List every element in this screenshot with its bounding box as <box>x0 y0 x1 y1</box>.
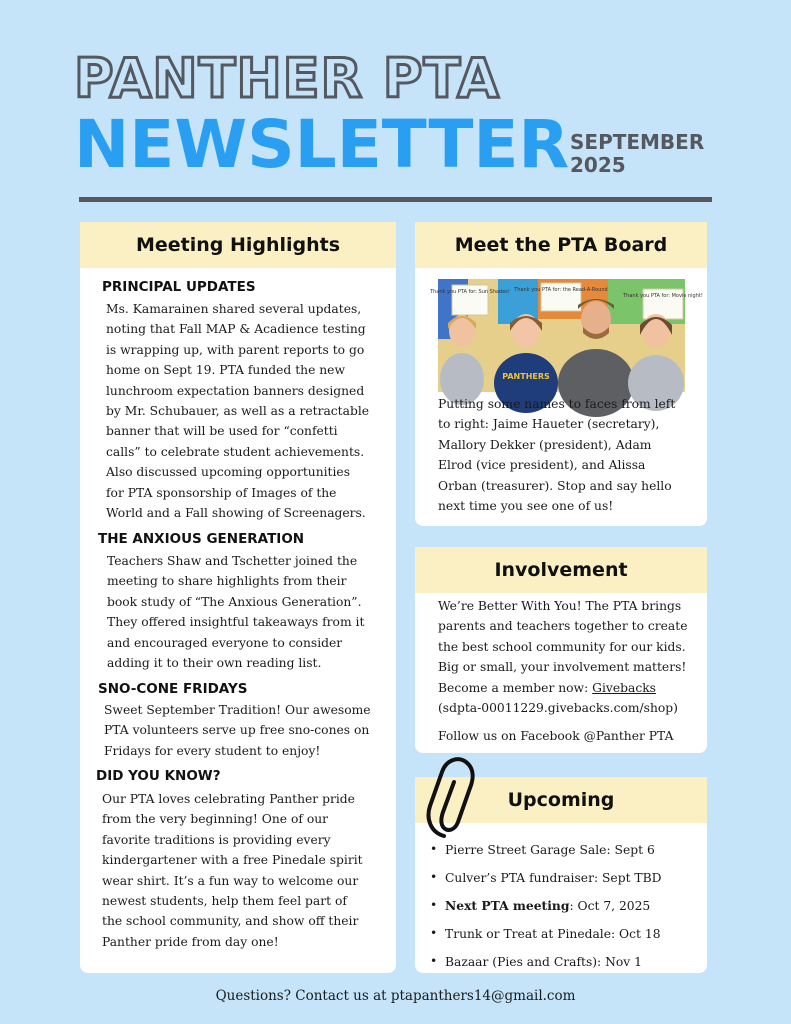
issue-date <box>570 131 704 177</box>
facebook-line: Follow us on Facebook @Panther PTA <box>438 729 674 743</box>
text-line: wear shirt. It’s a fun way to welcome our <box>102 873 359 888</box>
text-line: by Mr. Schubauer, as well as a retractable <box>106 404 370 419</box>
photo-sign-text: Thank you PTA for: the Read-A-Round <box>514 287 608 293</box>
newsletter-org-title: PANTHER PTA <box>74 47 500 110</box>
text-line: Big or small, your involvement matters! <box>438 660 687 675</box>
text-line: Panther pride from day one! <box>102 934 279 949</box>
paperclip-icon <box>418 752 484 844</box>
event-text: Trunk or Treat at Pinedale: Oct 18 <box>445 927 661 941</box>
pta-board-heading: Meet the PTA Board <box>415 222 707 268</box>
board-description <box>438 394 675 516</box>
text-line: Orban (treasurer). Stop and say hello <box>438 478 672 493</box>
text-line: Fridays for every student to enjoy! <box>104 743 321 758</box>
list-item <box>445 948 662 976</box>
pta-board-card <box>415 222 707 526</box>
section-title: SNO-CONE FRIDAYS <box>98 681 248 697</box>
event-text: Culver’s PTA fundraiser: Sept TBD <box>445 871 662 885</box>
text-line: next time you see one of us! <box>438 499 614 514</box>
event-text: Pierre Street Garage Sale: Sept 6 <box>445 843 655 857</box>
text-line: from the very beginning! One of our <box>102 812 329 827</box>
section-body <box>107 551 364 673</box>
text-line: the best school community for our kids. <box>438 639 686 654</box>
meeting-highlights-card <box>80 222 396 973</box>
section-body <box>106 299 369 523</box>
text-line: World and a Fall showing of Screenagers. <box>106 506 366 521</box>
section-body <box>104 700 371 761</box>
givebacks-link[interactable]: Givebacks <box>592 680 656 695</box>
text-line: Sweet September Tradition! Our awesome <box>104 703 371 717</box>
section-title: DID YOU KNOW? <box>96 768 221 784</box>
text-line: adding it to their own reading list. <box>107 656 322 671</box>
text-line: banner that will be used for “confetti <box>106 424 338 439</box>
text-line: the school community, and show off their <box>102 914 359 929</box>
issue-month: SEPTEMBER <box>570 130 705 154</box>
event-bold: Next PTA meeting <box>445 898 570 913</box>
text-line: meeting to share highlights from their <box>107 574 347 589</box>
text-line: calls” to celebrate student achievements. <box>106 444 365 459</box>
text-line: is wrapping up, with parent reports to go <box>106 342 365 357</box>
givebacks-url: (sdpta-00011229.givebacks.com/shop) <box>438 701 678 716</box>
involvement-card <box>415 547 707 753</box>
text-line: kindergartener with a free Pinedale spirit <box>102 853 363 868</box>
board-photo-illustration <box>430 279 703 392</box>
photo-sign-text: Thank you PTA for: Sun Shades! <box>430 289 510 295</box>
text-line: for PTA sponsorship of Images of the <box>106 485 337 500</box>
text-line: home on Sept 19. PTA funded the new <box>106 363 345 378</box>
text-line: lunchroom expectation banners designed <box>106 383 365 398</box>
meeting-highlights-heading: Meeting Highlights <box>80 222 396 268</box>
upcoming-list <box>445 836 662 976</box>
text-line: Mallory Dekker (president), Adam <box>438 437 652 452</box>
text-line: Also discussed upcoming opportunities <box>106 465 351 480</box>
header-divider <box>79 197 712 202</box>
issue-year: 2025 <box>570 153 626 177</box>
section-body <box>102 789 363 952</box>
membership-prefix: Become a member now: <box>438 680 593 695</box>
list-item <box>445 864 662 892</box>
text-line: Elrod (vice president), and Alissa <box>438 458 646 473</box>
newsletter-title: NEWSLETTER <box>74 106 570 183</box>
upcoming-heading: Upcoming <box>415 777 707 823</box>
text-line: Ms. Kamarainen shared several updates, <box>106 302 362 316</box>
event-text: Bazaar (Pies and Crafts): Nov 1 <box>445 955 642 969</box>
text-line: Putting some names to faces from left <box>438 397 676 411</box>
event-text: : Oct 7, 2025 <box>569 899 651 913</box>
list-item <box>445 892 662 920</box>
text-line: PTA volunteers serve up free sno-cones on <box>104 723 370 738</box>
pta-board-photo <box>430 279 703 392</box>
text-line: Teachers Shaw and Tschetter joined the <box>107 554 358 568</box>
text-line: book study of “The Anxious Generation”. <box>107 594 362 609</box>
photo-sign-text: Thank you PTA for: Movie night! <box>623 293 703 299</box>
text-line: to right: Jaime Haueter (secretary), <box>438 417 660 432</box>
text-line: and encouraged everyone to consider <box>107 635 343 650</box>
section-title: THE ANXIOUS GENERATION <box>98 531 305 547</box>
text-line: noting that Fall MAP & Acadience testing <box>106 322 366 337</box>
membership-line <box>438 678 687 698</box>
text-line: favorite traditions is providing every <box>102 832 331 847</box>
text-line: Our PTA loves celebrating Panther pride <box>102 792 355 806</box>
text-line: They offered insightful takeaways from it <box>107 615 365 630</box>
footer-contact: Questions? Contact us at ptapanthers14@gmail.com <box>215 988 576 1004</box>
photo-shirt-text: PANTHERS <box>502 372 550 381</box>
text-line: newest students, help them feel part of <box>102 894 347 909</box>
involvement-heading: Involvement <box>415 547 707 593</box>
involvement-body <box>438 596 687 718</box>
section-title: PRINCIPAL UPDATES <box>102 279 256 295</box>
text-line: parents and teachers together to create <box>438 619 688 634</box>
text-line: We’re Better With You! The PTA brings <box>438 599 682 613</box>
list-item <box>445 920 662 948</box>
